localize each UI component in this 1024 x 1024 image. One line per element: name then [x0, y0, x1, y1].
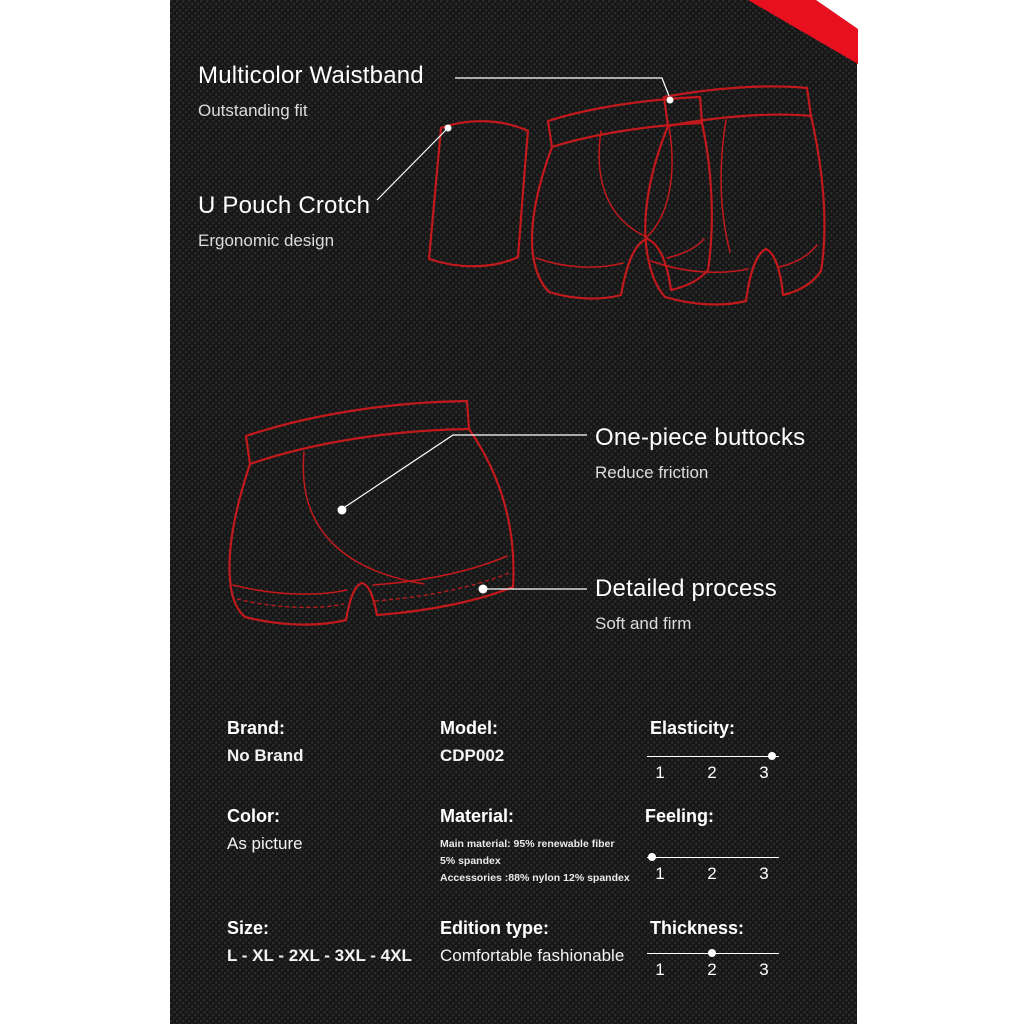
- scale-line: [647, 857, 779, 858]
- spec-label: Brand:: [227, 718, 285, 738]
- scale-num-1: 1: [655, 960, 665, 979]
- callout-subtitle: Soft and firm: [595, 614, 692, 633]
- spec-model: [440, 718, 504, 766]
- callout-waistband: [198, 62, 424, 121]
- spec-label: Color:: [227, 806, 280, 826]
- spec-value: Comfortable fashionable: [440, 946, 625, 965]
- material-line-1: Main material: 95% renewable fiber: [440, 838, 615, 850]
- scale-marker-dot: [648, 853, 656, 861]
- feeling-scale: [652, 851, 772, 887]
- scale-numbers: [652, 763, 772, 783]
- callout-subtitle: Outstanding fit: [198, 101, 308, 120]
- spec-label: Material:: [440, 806, 515, 826]
- scale-num-1: 1: [655, 864, 665, 883]
- spec-value: As picture: [227, 834, 303, 853]
- callout-title: One-piece buttocks: [595, 424, 806, 451]
- thickness-scale: [652, 947, 772, 983]
- scale-num-3: 3: [759, 864, 769, 883]
- callout-title: Multicolor Waistband: [198, 62, 424, 89]
- callout-title: U Pouch Crotch: [198, 192, 371, 219]
- spec-material-lines: [440, 836, 630, 887]
- scale-num-1: 1: [655, 763, 665, 782]
- scale-num-3: 3: [759, 960, 769, 979]
- spec-value: No Brand: [227, 746, 304, 765]
- scale-marker-dot: [708, 949, 716, 957]
- callout-subtitle: Ergonomic design: [198, 231, 335, 250]
- spec-material: [440, 806, 630, 887]
- spec-value: L - XL - 2XL - 3XL - 4XL: [227, 946, 412, 965]
- spec-edition: [440, 918, 624, 966]
- material-line-3: Accessories :88% nylon 12% spandex: [440, 872, 630, 884]
- spec-brand: [227, 718, 304, 766]
- spec-feeling: [645, 806, 714, 827]
- material-line-2: 5% spandex: [440, 855, 501, 867]
- spec-label: Size:: [227, 918, 270, 938]
- scale-numbers: [652, 960, 772, 980]
- spec-label: Thickness:: [650, 918, 745, 938]
- scale-numbers: [652, 864, 772, 884]
- scale-num-2: 2: [707, 960, 717, 979]
- spec-label: Edition type:: [440, 918, 549, 938]
- spec-label: Model:: [440, 718, 498, 738]
- scale-num-2: 2: [707, 763, 717, 782]
- spec-elasticity: [650, 718, 735, 739]
- scale-num-2: 2: [707, 864, 717, 883]
- callout-buttocks: [595, 424, 805, 483]
- spec-value: CDP002: [440, 746, 505, 765]
- elasticity-scale: [652, 750, 772, 786]
- spec-label: Feeling:: [645, 806, 715, 826]
- spec-color: [227, 806, 303, 854]
- callout-pouch: [198, 192, 370, 251]
- scale-num-3: 3: [759, 763, 769, 782]
- callout-title: Detailed process: [595, 575, 777, 602]
- callout-process: [595, 575, 777, 634]
- scale-line: [647, 756, 779, 757]
- spec-size: [227, 918, 412, 966]
- callout-subtitle: Reduce friction: [595, 463, 709, 482]
- spec-label: Elasticity:: [650, 718, 736, 738]
- scale-marker-dot: [768, 752, 776, 760]
- spec-thickness: [650, 918, 744, 939]
